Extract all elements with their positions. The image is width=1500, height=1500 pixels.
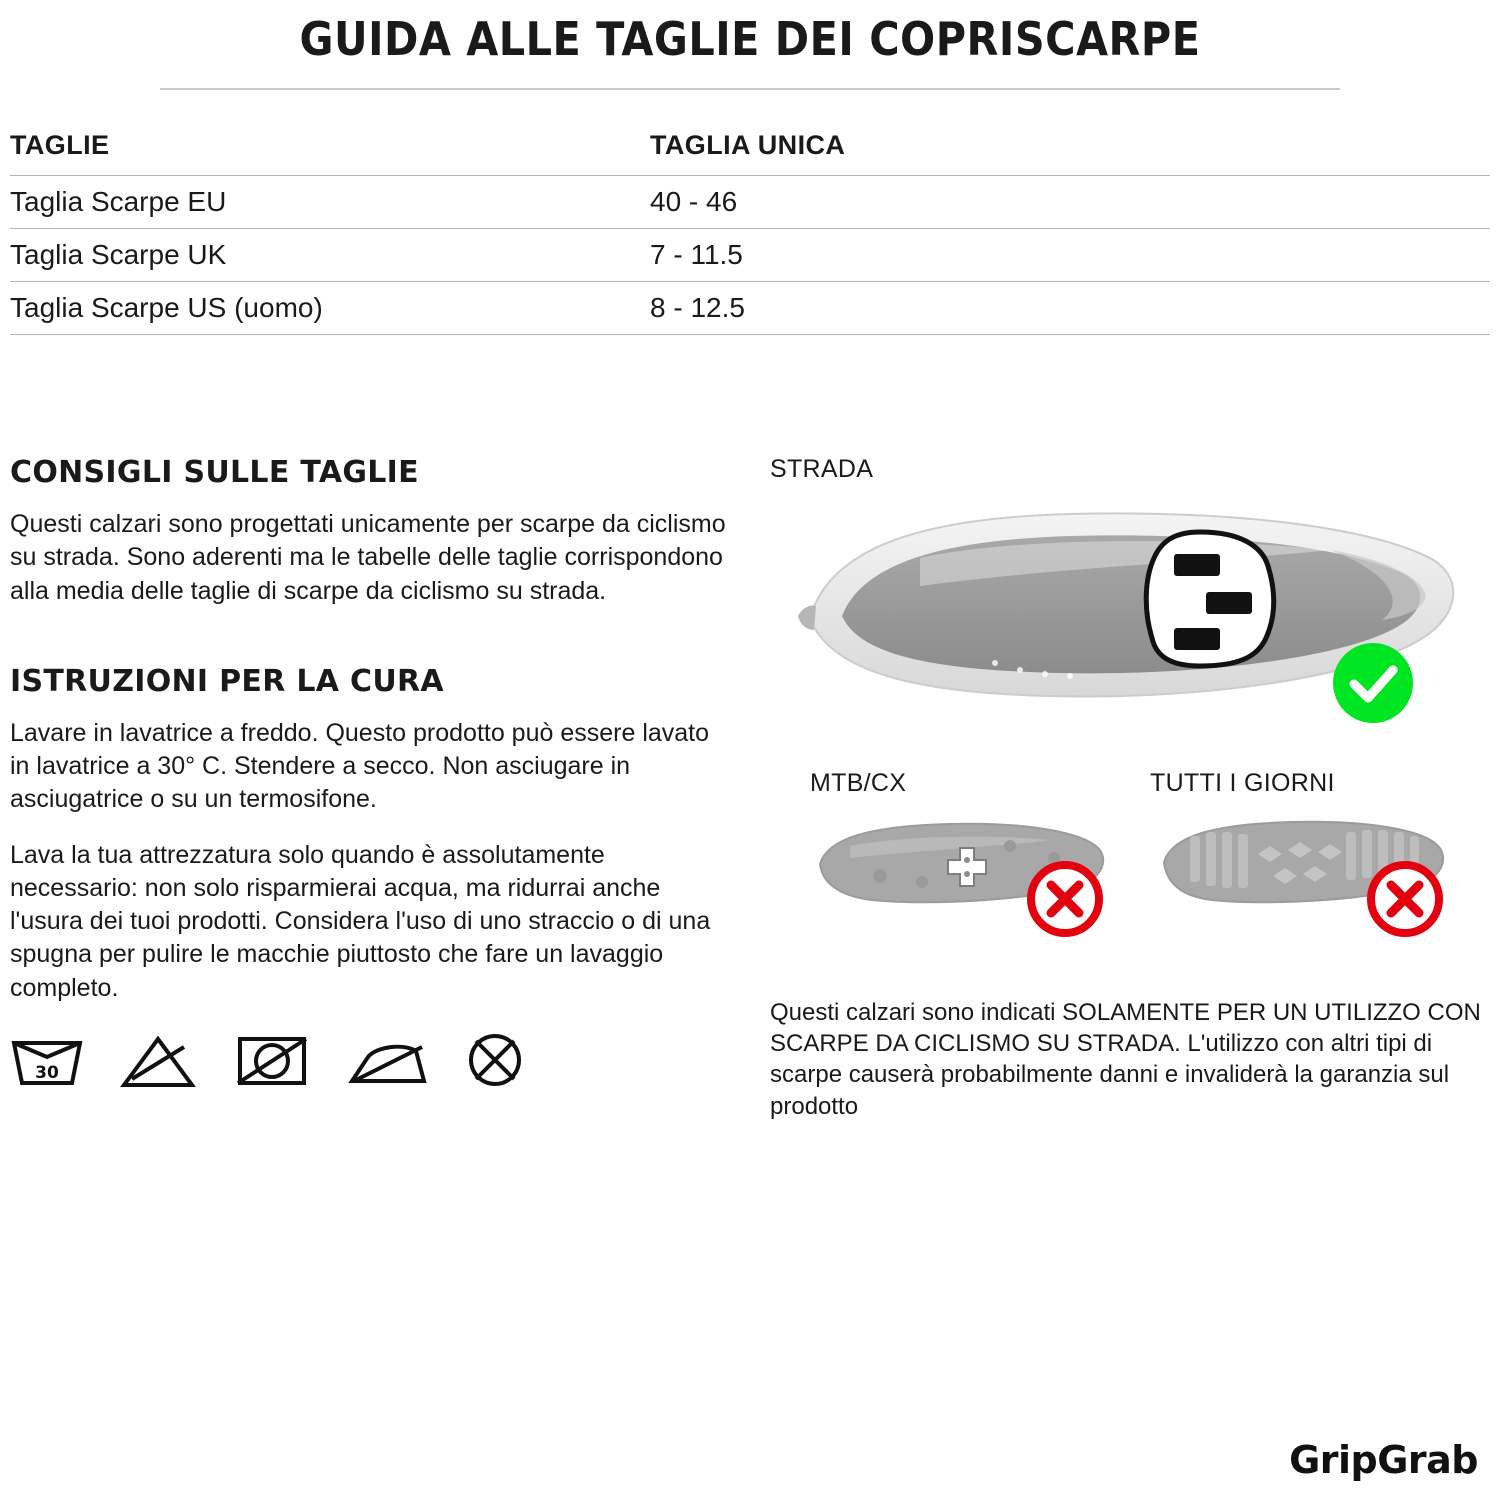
do-not-bleach-icon (118, 1033, 198, 1089)
spacer (10, 630, 730, 664)
row-label-us: Taglia Scarpe US (uomo) (10, 292, 323, 323)
row-label-eu: Taglia Scarpe EU (10, 186, 227, 217)
do-not-tumble-dry-icon (232, 1031, 312, 1089)
mtb-shoe-label: MTB/CX (810, 769, 907, 797)
sizing-advice-heading: CONSIGLI SULLE TAGLIE (10, 455, 419, 490)
do-not-iron-icon (346, 1037, 430, 1089)
table-header-onesize: TAGLIA UNICA (650, 130, 846, 160)
care-text-2: Lava la tua attrezzatura solo quando è assolutamente necessario: non solo risparmierai acqua, ma ridurrai anche l'usura dei tuoi prodotti. Considera l'uso di uno straccio o di una spugna per pulire le macchie piuttosto che fare un lavaggio completo. (10, 840, 711, 1002)
table-row (10, 176, 1490, 229)
other-shoes-row (770, 769, 1490, 979)
table-row (10, 282, 1490, 335)
do-not-dry-clean-icon (464, 1031, 526, 1089)
care-symbols (10, 1031, 730, 1089)
row-value-eu: 40 - 46 (650, 186, 738, 217)
page-title: GUIDA ALLE TAGLIE DEI COPRISCARPE (299, 12, 1201, 66)
left-column (10, 455, 730, 1089)
wash-30-icon (10, 1033, 84, 1089)
size-table (10, 120, 1490, 335)
right-column (770, 455, 1490, 1122)
row-label-uk: Taglia Scarpe UK (10, 239, 227, 270)
status-badge-not-allowed-everyday (1365, 859, 1445, 944)
sizing-advice-text: Questi calzari sono progettati unicamente per scarpe da ciclismo su strada. Sono aderenti ma le tabelle delle taglie corrispondono alla media delle taglie di scarpe da ciclismo su strada. (10, 510, 726, 605)
status-badge-allowed-road (1330, 640, 1416, 731)
row-value-us: 8 - 12.5 (650, 292, 745, 323)
table-row (10, 229, 1490, 282)
everyday-shoe-label: TUTTI I GIORNI (1150, 769, 1335, 797)
care-text-1: Lavare in lavatrice a freddo. Questo prodotto può essere lavato in lavatrice a 30° C. Stendere a secco. Non asciugare in asciugatrice o su un termosifone. (10, 718, 710, 814)
table-header-row (10, 120, 1490, 176)
svg-text:30: 30 (35, 1062, 59, 1083)
table-header-sizes: TAGLIE (10, 130, 110, 160)
road-shoe-label: STRADA (770, 455, 874, 483)
status-badge-not-allowed-mtb (1025, 859, 1105, 944)
everyday-shoe-block (1150, 769, 1480, 927)
mtb-shoe-block (810, 769, 1140, 927)
care-heading: ISTRUZIONI PER LA CURA (10, 663, 444, 699)
brand-logo: GripGrab (1289, 1438, 1478, 1482)
row-value-uk: 7 - 11.5 (650, 239, 743, 270)
road-shoe-block (770, 455, 1490, 755)
compatibility-note: Questi calzari sono indicati SOLAMENTE PER UN UTILIZZO CON SCARPE DA CICLISMO SU STRADA. L'utilizzo con altri tipi di scarpe causerà probabilmente danni e invaliderà la garanzia sul prodotto (770, 999, 1481, 1120)
title-divider (160, 88, 1340, 90)
